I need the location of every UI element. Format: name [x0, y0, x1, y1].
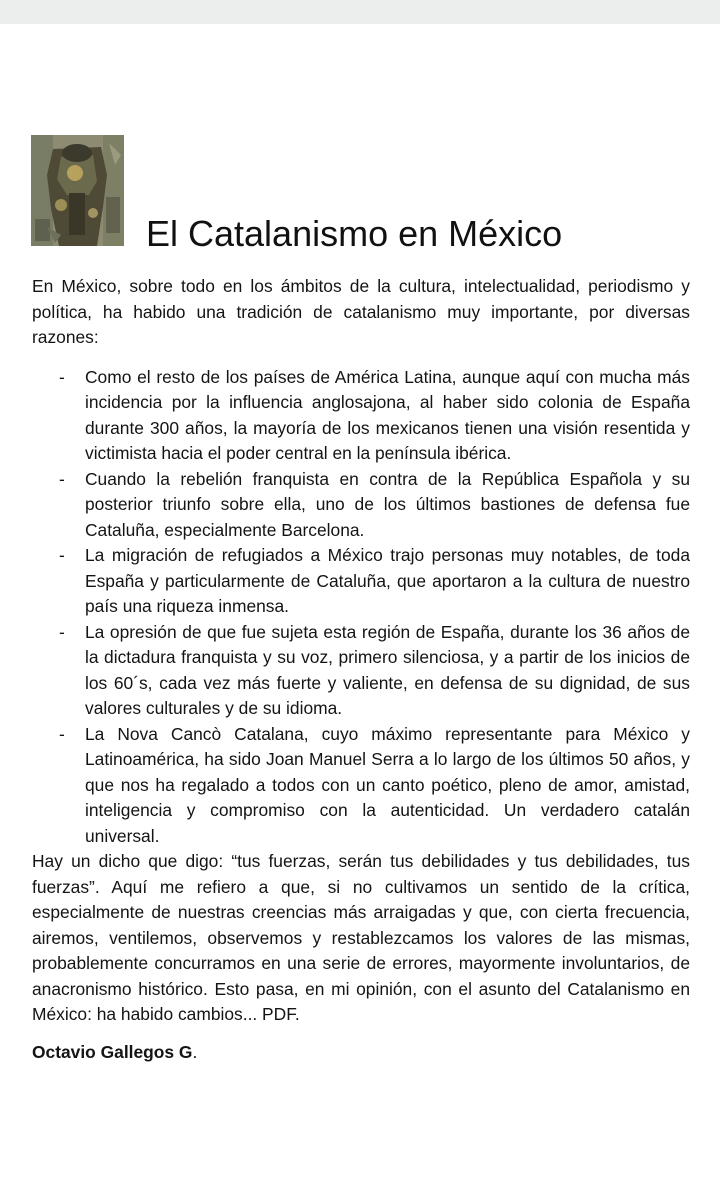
list-item-text: La Nova Cancò Catalana, cuyo máximo representante para México y Latinoamérica, ha sido Joan Manuel Serra a lo largo de los últimos 50 años, y que nos ha regalado a todos con un canto poético, pleno de amor, amistad, inteligencia y compromiso con la autenticidad. Un verdadero catalán universal. — [85, 723, 690, 846]
reasons-list — [32, 365, 690, 850]
document-page — [0, 24, 720, 1198]
list-dash-marker: - — [59, 723, 65, 744]
list-item-text: Cuando la rebelión franquista en contra de la República Española y su posterior triunfo sobre ella, uno de los últimos bastiones de defensa fue Cataluña, especialmente Barcelona. — [85, 468, 690, 540]
intro-paragraph: En México, sobre todo en los ámbitos de la cultura, intelectualidad, periodismo y política, ha habido una tradición de catalanismo muy importante, por diversas razones: — [32, 276, 690, 347]
author-suffix: . — [192, 1041, 198, 1062]
list-dash-marker: - — [59, 545, 65, 565]
list-dash-marker: - — [59, 468, 65, 489]
list-item — [32, 620, 690, 722]
list-dash-marker: - — [59, 621, 65, 642]
author-signature — [32, 1040, 690, 1066]
document-title: El Catalanismo en México — [146, 213, 563, 254]
list-item — [32, 467, 690, 544]
list-item-text: La migración de refugiados a México trajo personas muy notables, de toda España y particularmente de Cataluña, que aportaron a la cultura de nuestro país una riqueza inmensa. — [85, 545, 690, 616]
author-name: Octavio Gallegos G — [32, 1041, 193, 1062]
top-status-strip — [0, 0, 720, 24]
painting-thumbnail-image — [31, 135, 124, 246]
document-body — [32, 274, 690, 1065]
list-item — [32, 365, 690, 467]
closing-paragraph: Hay un dicho que digo: “tus fuerzas, serán tus debilidades y tus debilidades, tus fuerzas”. Aquí me refiero a que, si no cultivamos un sentido de la crítica, especialmente de nuestras creencias más arraigadas y que, con cierta frecuencia, airemos, ventilemos, observemos y restablezcamos los valores de las mismas, probablemente concurramos en una serie de errores, mayormente involuntarios, de anacronismo histórico. Esto pasa, en mi opinión, con el asunto del Catalanismo en México: ha habido cambios... PDF. — [32, 851, 690, 1024]
list-item-text: La opresión de que fue sujeta esta región de España, durante los 36 años de la dictadura franquista y su voz, primero silenciosa, y a partir de los inicios de los 60´s, cada vez más fuerte y valiente, en defensa de su dignidad, de sus valores culturales y de su idioma. — [85, 621, 690, 718]
list-item — [32, 543, 690, 620]
list-item — [32, 722, 690, 850]
list-item-text: Como el resto de los países de América Latina, aunque aquí con mucha más incidencia por la influencia anglosajona, al haber sido colonia de España durante 300 años, la mayoría de los mexicanos tienen una visión resentida y victimista hacia el poder central en la península ibérica. — [85, 366, 690, 463]
list-dash-marker: - — [59, 366, 65, 387]
